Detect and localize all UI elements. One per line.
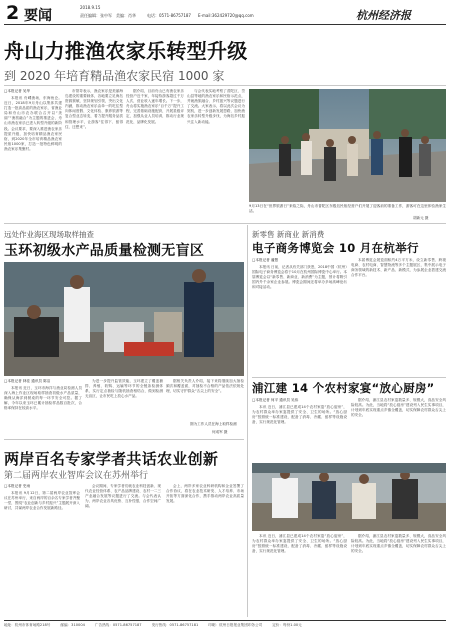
divider bbox=[4, 223, 446, 224]
lead-photo-caption: 9月13日在“世界旅游日”来临之际，舟山市普陀区东极岛民宿经营户们开展了迎客前的准备工作，游客可在这里体验渔家生活。 bbox=[249, 204, 446, 214]
editor: 责任编辑：张中军 bbox=[80, 13, 112, 18]
story3-title: 两岸百名专家学者共话农业创新 bbox=[4, 450, 219, 468]
rightcol-kicker: 新零售 新商业 新消费 bbox=[252, 230, 325, 239]
rightcol-col-1: 本报讯 日前，记者从有关部门获悉，2018中国（杭州）国际电子商务博览会将于10月在杭州国际博览中心举行。本届博览会以“新零售、新商业、新消费”为主题，预计将吸引国内外千余家企业参展。博览会期间还将举办多场高峰论坛和对接活动。 bbox=[252, 265, 347, 290]
footer bbox=[4, 623, 446, 637]
lead-col-3: 据介绍，目前舟山已有渔农家乐经营户近千家，年接待游客超过千万人次，营业收入逐年增长。下一步，舟山将实施渔农家乐“百千万”提升工程，完善基础设施配套，开展星级评定，加强从业人员培训，推动行业规范化、品牌化发展。 bbox=[126, 89, 184, 124]
story4-title: 浦江建 14 个农村家宴“放心厨房” bbox=[252, 381, 435, 395]
footer-address: 地址：杭州市体育场路218号 bbox=[4, 623, 51, 627]
rightcol-byline: □本报记者 潘慧 bbox=[252, 258, 279, 262]
story2-byline: □本报记者 林佳 通讯员 陈洁 bbox=[4, 379, 51, 383]
email: E-mail:362429720@qq.com bbox=[198, 13, 254, 18]
story3-subtitle: 第二届两岸农业智库会议在苏州举行 bbox=[4, 471, 149, 481]
story2-col-3: 据相关负责人介绍，接下来将继续加大抽检频次和覆盖面，对抽检不合格的产品依法依规处理，切实守护群众“舌尖上的安全”。 bbox=[166, 379, 244, 394]
footer-printer: 印刷：杭州日报报业集团印务公司 bbox=[208, 623, 263, 627]
masthead-rule bbox=[4, 24, 446, 25]
lead-photo bbox=[249, 89, 446, 202]
story2-col-2: 为进一步提升监管效能，玉环建立了覆盖捕捞、养殖、收购、运输等环节的全链条检测体系，实行定点抽检与随机抽查相结合，做到检测无盲区，让市民吃上放心水产品。 bbox=[85, 379, 163, 399]
rightcol-title: 电子商务博览会 10 月在杭举行 bbox=[252, 241, 419, 255]
story2-col-1: 本报讯 近日，玉环市海洋与渔业局检测人员深入海上作业区现场取样抽查初级水产品质量，确保从海洋到餐桌的每一环节安全可控。据了解，今年以来玉环已累计抽检样品数百批次，合格率保持在较高水平。 bbox=[4, 386, 82, 411]
rightcol-col-4: 据介绍，浦江县农村家宴数量多、规模大，食品安全风险较高。为此，当地将“放心厨房”建设列入民生实事项目，计划到年底实现重点乡镇全覆盖，切实保障农村群众舌尖上的安全。 bbox=[351, 534, 446, 554]
lead-photo-credit: 胡新元 摄 bbox=[413, 216, 429, 220]
divider bbox=[4, 439, 244, 440]
rightcol-col-3: 本讯 近日，浦江县已建成14个农村家宴“放心厨房”，为农村群众举办家宴提供了安全、卫生的场所。“放心厨房”按照统一标准建设，配备了消毒、冷藏、留样等设施设备，实行规范化管理。 bbox=[252, 534, 347, 554]
story3-col-1: 本报讯 9月12日，第二届两岸农业智库会议在苏州举行，来自两岸的百余名专家学者齐聚一堂，围绕“农业创新与乡村振兴”主题展开深入研讨，共谋两岸农业合作发展新路径。 bbox=[4, 491, 80, 511]
lead-col-2: 市领导表示，渔农家乐是美丽海岛建设的重要载体，各地要立足海岛资源禀赋，坚持规划引领，突出文化内涵，推动渔农家乐由单一的吃住型向休闲度假、文化体验、康养旅游等复合型业态转变，着力提升服务品质和管理水平，让游客“住得下、留得住、还想来”。 bbox=[65, 89, 123, 129]
footer-dist-phone: 发行热线：0571-86757181 bbox=[151, 623, 199, 627]
divider bbox=[4, 85, 446, 86]
phone: 电话：0571-86757187 bbox=[147, 13, 191, 18]
footer-postcode: 邮编：310004 bbox=[60, 623, 85, 627]
footer-price: 定价：每份1.00元 bbox=[272, 623, 302, 627]
masthead bbox=[0, 0, 450, 26]
story2-kicker: 远处作业海区现场取样抽查 bbox=[4, 230, 94, 239]
story2-photo bbox=[4, 262, 244, 376]
rightcol-col-2: 本届博览会展览面积约4万平方米，设立新零售、跨境电商、农村电商、智慧物流等多个主题展区，集中展示电子商务领域的新技术、新产品、新模式，为参展企业搭建交流合作平台。 bbox=[351, 258, 446, 278]
story3-col-2: 会议期间，专家学者们就农业科技创新、现代农业经营体系、农产品品牌建设、农村一二三产业融合发展等议题进行了交流。与会代表认为，两岸农业各具优势、互补性强，合作空间广阔。 bbox=[85, 484, 161, 509]
section-title: 要闻 bbox=[24, 8, 52, 24]
artist: 美编：肖华 bbox=[116, 13, 136, 18]
story4-byline: □本报记者 何平 通讯员 吴伟 bbox=[252, 398, 299, 402]
footer-rule bbox=[4, 620, 446, 621]
story2-note: 图为工作人员在海上取样检测 bbox=[190, 422, 237, 426]
column-divider bbox=[247, 225, 248, 617]
lead-col-4: 与会代表实地考察了普陀区、岱山县等地的渔农家乐和民宿示范点，并就渔旅融合、乡村振兴等议题进行了交流。大家表示，将以此次会议为契机，进一步创新发展思路，加快渔农家乐转型升级步伐，为海岛乡村振兴注入新动能。 bbox=[187, 89, 245, 124]
story3-col-3: 会上，两岸多家农业科研机构和企业签署了合作协议，将在农业技术研发、人才培养、市场开拓等方面深化合作，携手推动两岸农业高质量发展。 bbox=[166, 484, 244, 504]
date: 2018.9.15 bbox=[80, 5, 101, 10]
lead-col-1: 本报讯 舟嵊渔场，东海鱼仓。近日，2018年9月舟山以集体共建打造一批高品质的渔农家乐，省渔业局和舟山市农办联合召开以“美丽”“渔旅融合”为主题的推进会，舟山市渔农家乐已进入转型升级的新阶段。会议要求，要深入推进渔农家乐提质升级，加快培育精品渔农家民宿，到2020年全市培育精品渔农家民宿1000家，打造一批特色鲜明的渔农家乐集聚村。 bbox=[4, 96, 62, 151]
story4-photo bbox=[252, 463, 446, 531]
story3-byline: □本报记者 史雨 bbox=[4, 484, 31, 488]
divider bbox=[252, 377, 446, 378]
lead-byline: □本报记者 吴华 bbox=[4, 89, 31, 93]
page-number: 2 bbox=[6, 2, 20, 24]
story2-title: 玉环初级水产品质量检测无盲区 bbox=[4, 243, 205, 259]
footer-ad-phone: 广告热线：0571-86757187 bbox=[94, 623, 142, 627]
paper-name: 杭州经济报 bbox=[356, 9, 411, 22]
story2-credit: 何成军 摄 bbox=[212, 430, 228, 434]
story4-col-1: 本讯 近日，浦江县已建成14个农村家宴“放心厨房”，为农村群众举办家宴提供了安全、卫生的场所。“放心厨房”按照统一标准建设，配备了消毒、冷藏、留样等设施设备，实行规范化管理。 bbox=[252, 405, 347, 425]
story4-col-2: 据介绍，浦江县农村家宴数量多、规模大，食品安全风险较高。为此，当地将“放心厨房”建设列入民生实事项目，计划到年底实现重点乡镇全覆盖，切实保障农村群众舌尖上的安全。 bbox=[351, 398, 446, 418]
lead-title: 舟山力推渔农家乐转型升级 bbox=[4, 39, 248, 63]
lead-subtitle: 到 2020 年培育精品渔农家民宿 1000 家 bbox=[4, 69, 225, 83]
